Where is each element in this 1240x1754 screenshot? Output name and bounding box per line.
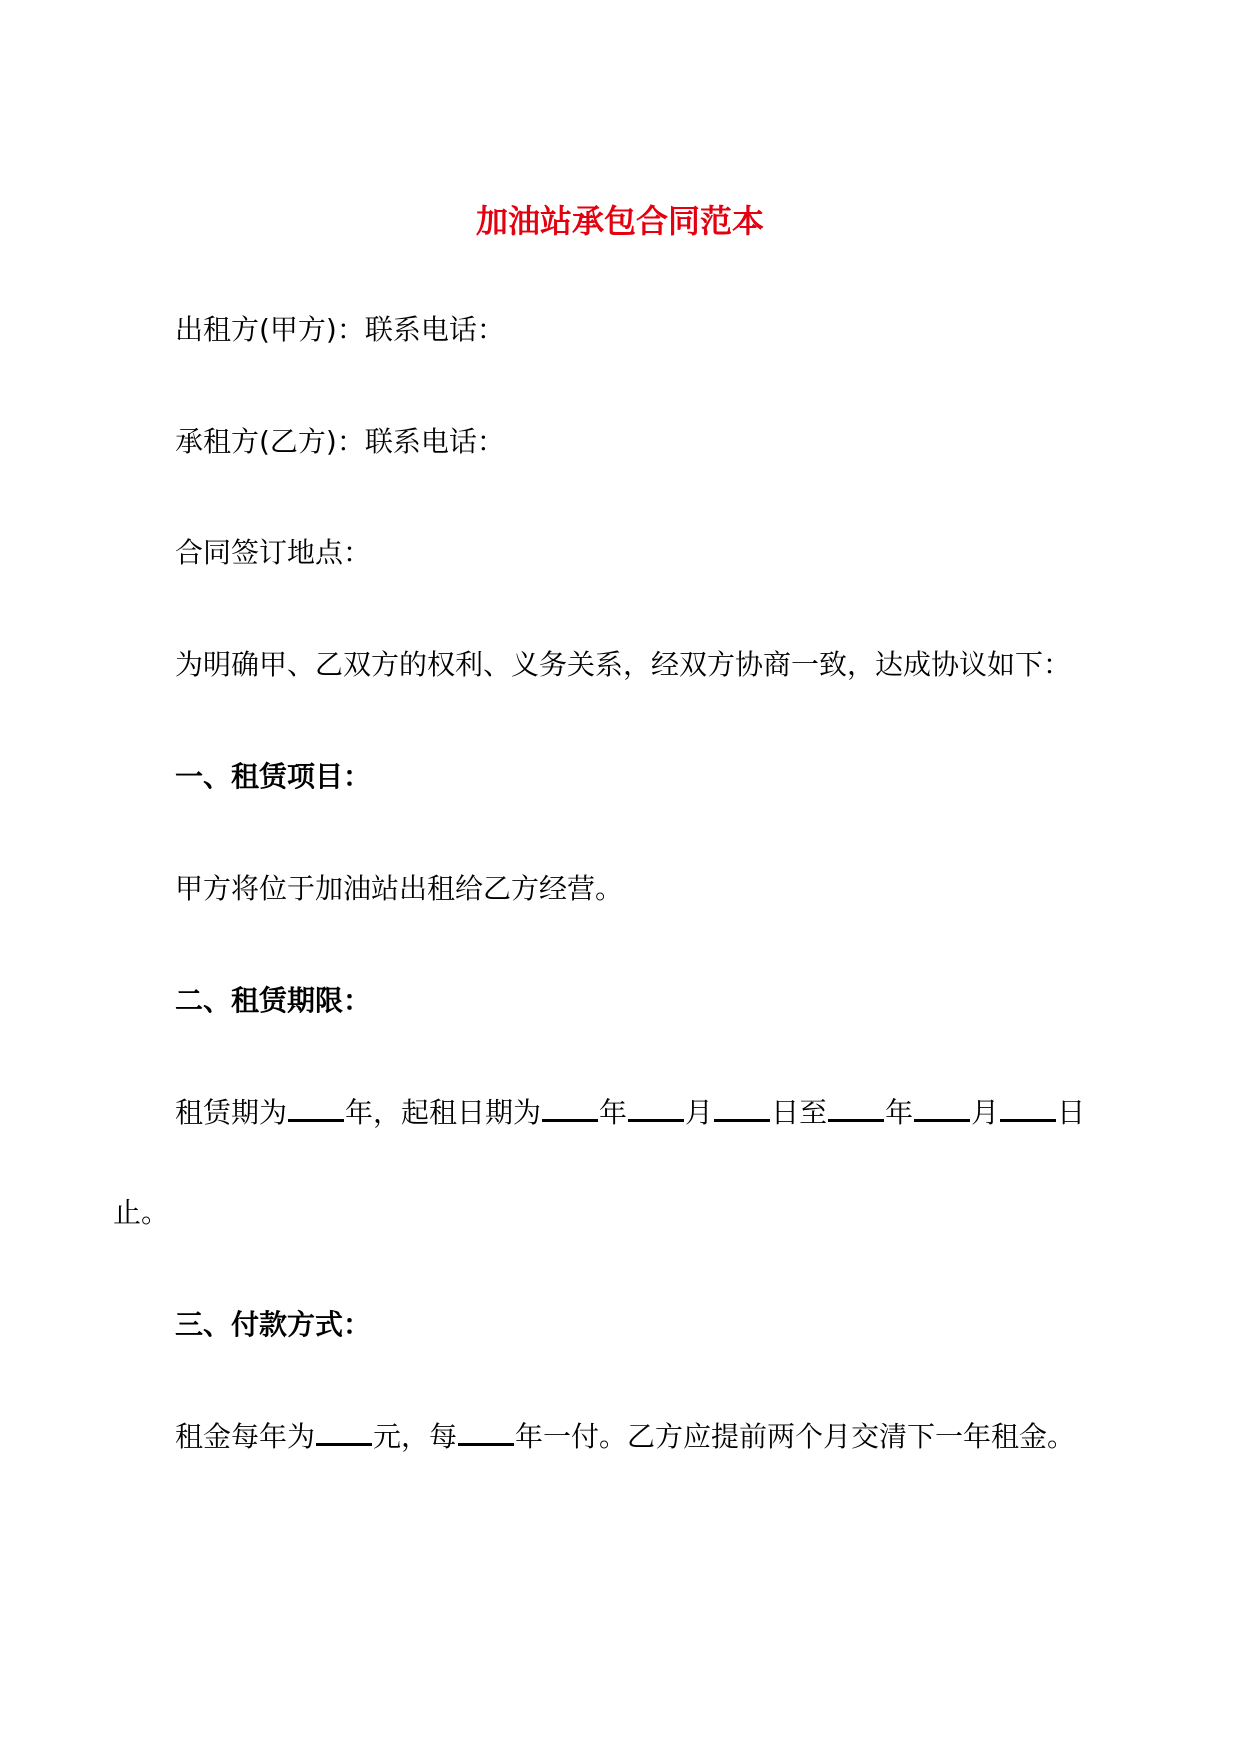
lessee-line: 承租方(乙方)：联系电话：: [175, 425, 505, 458]
blank-field: [714, 1095, 770, 1122]
text-segment: 租金每年为: [175, 1420, 316, 1453]
intro-paragraph: 为明确甲、乙双方的权利、义务关系，经双方协商一致，达成协议如下：: [175, 648, 1072, 681]
blank-field: [914, 1095, 970, 1122]
text-segment: 日至: [771, 1096, 828, 1129]
text-segment: 月: [685, 1096, 714, 1129]
blank-field: [316, 1419, 372, 1446]
signing-place-line: 合同签订地点：: [175, 536, 372, 569]
text-segment: 年一付。乙方应提前两个月交清下一年租金。: [515, 1420, 1076, 1453]
blank-field: [828, 1095, 884, 1122]
text-segment: 日: [1057, 1096, 1086, 1129]
text-segment: 年，起租日期为: [345, 1096, 542, 1129]
document-title: 加油站承包合同范本: [475, 202, 764, 240]
text-segment: 年: [885, 1096, 914, 1129]
text-segment: 租赁期为: [175, 1096, 288, 1129]
section-3-heading: 三、付款方式：: [175, 1308, 372, 1341]
section-2-heading: 二、租赁期限：: [175, 984, 372, 1017]
section-2-body: [175, 1093, 1085, 1133]
blank-field: [458, 1419, 514, 1446]
section-1-body: 甲方将位于加油站出租给乙方经营。: [175, 872, 624, 905]
blank-field: [288, 1095, 344, 1122]
blank-field: [1000, 1095, 1056, 1122]
section-1-heading: 一、租赁项目：: [175, 760, 372, 793]
blank-field: [542, 1095, 598, 1122]
blank-field: [628, 1095, 684, 1122]
lessor-line: 出租方(甲方)：联系电话：: [175, 313, 505, 346]
text-segment: 年: [599, 1096, 628, 1129]
section-3-body: [175, 1417, 1075, 1457]
text-segment: 月: [971, 1096, 1000, 1129]
text-segment: 元，每: [373, 1420, 458, 1453]
section-2-body-continued: 止。: [113, 1196, 170, 1229]
